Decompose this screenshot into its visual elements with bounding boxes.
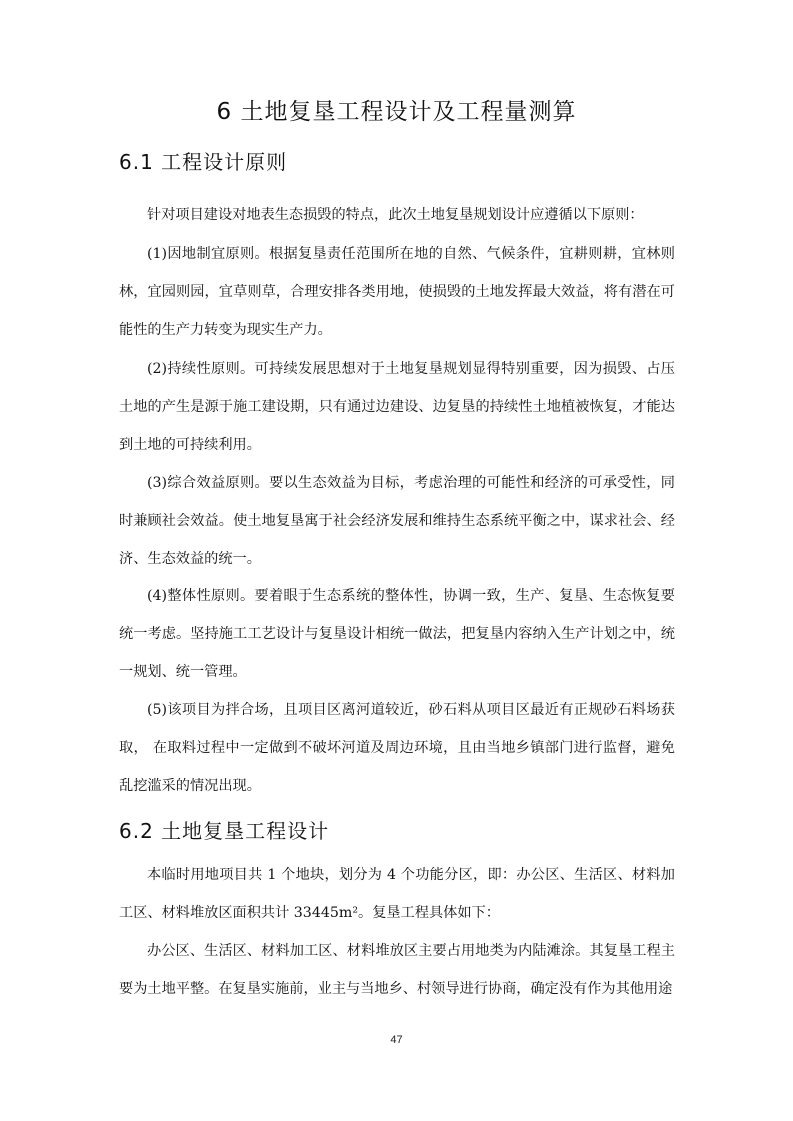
principle-4-paragraph: (4)整体性原则。要着眼于生态系统的整体性，协调一致，生产、复垦、生态恢复要统一考虑。坚持施工工艺设计与复垦设计相统一做法，把复垦内容纳入生产计划之中，统一规划、统一管理。 (119, 588, 675, 680)
page-number: 47 (390, 1034, 403, 1046)
principle-5-paragraph: (5)该项目为拌合场，且项目区离河道较近，砂石料从项目区最近有正规砂石料场获取， 在取料过程中一定做到不破坏河道及周边环境，且由当地乡镇部门进行监督，避免 乱挖滥采的情况出现。 (119, 702, 675, 794)
section-title-6-1: 6.1 工程设计原则 (119, 150, 288, 174)
section-title-6-2: 6.2 土地复垦工程设计 (119, 819, 330, 843)
principle-2-paragraph: (2)持续性原则。可持续发展思想对于土地复垦规划显得特别重要，因为损毁、占压土地的产生是源于施工建设期，只有通过边建设、边复垦的持续性土地植被恢复，才能达到土地的可持续利用。 (119, 361, 675, 453)
principle-3-paragraph: (3)综合效益原则。要以生态效益为目标，考虑治理的可能性和经济的可承受性，同时兼顾社会效益。使土地复垦寓于社会经济发展和维持生态系统平衡之中，谋求社会、经济、生态效益的统一。 (119, 475, 675, 567)
chapter-title: 6 土地复垦工程设计及工程量测算 (216, 99, 577, 125)
design-overview-paragraph: 本临时用地项目共 1 个地块，划分为 4 个功能分区，即：办公区、生活区、材料加工区、材料堆放区面积共计 33445m²。复垦工程具体如下： (119, 867, 675, 921)
principle-1-paragraph: (1)因地制宜原则。根据复垦责任范围所在地的自然、气候条件，宜耕则耕，宜林则林，宜园则园，宜草则草，合理安排各类用地，使损毁的土地发挥最大效益，将有潜在可能性的生产力转变为现实生产力。 (119, 246, 675, 338)
intro-paragraph: 针对项目建设对地表生态损毁的特点，此次土地复垦规划设计应遵循以下原则： (147, 207, 644, 223)
design-detail-paragraph: 办公区、生活区、材料加工区、材料堆放区主要占用地类为内陆滩涂。其复垦工程主要为土地平整。在复垦实施前，业主与当地乡、村领导进行协商，确定没有作为其他用途 (119, 943, 675, 997)
